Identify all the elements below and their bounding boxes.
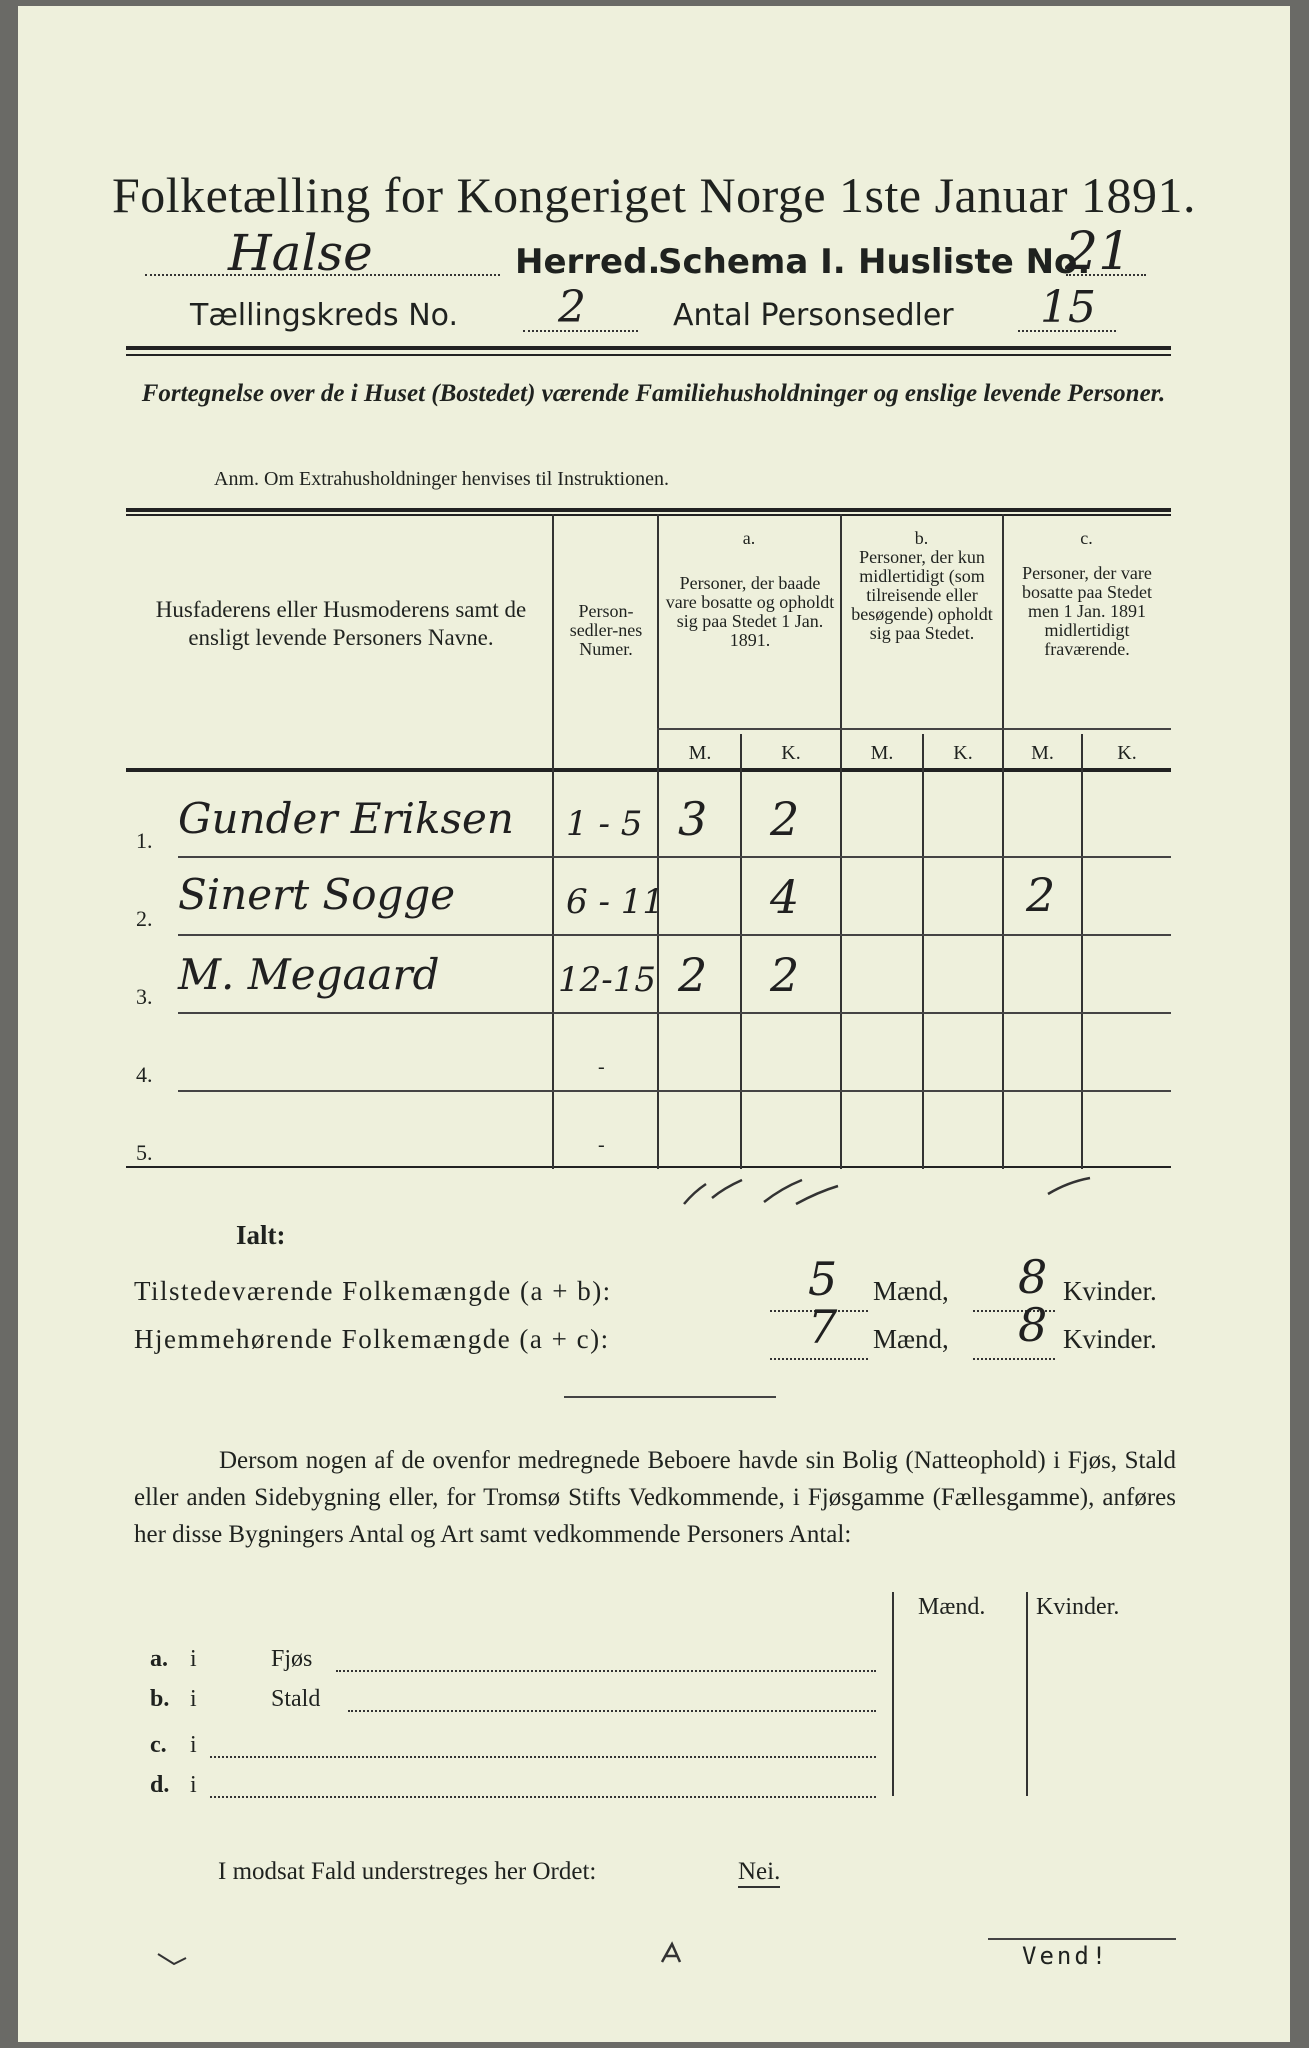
- outbuilding-a-letter: a.: [150, 1646, 168, 1672]
- col-divider-num: [657, 514, 659, 1169]
- tilstede-k-value: 8: [1018, 1250, 1048, 1304]
- header-b-k: K.: [953, 742, 973, 764]
- row-4-num: -: [598, 1056, 605, 1078]
- header-c-m: M.: [1031, 742, 1054, 764]
- outbuilding-b-dots: [348, 1708, 876, 1712]
- col-divider-a: [840, 514, 842, 1169]
- table-top-rule: [126, 508, 1171, 512]
- header-c: Personer, der vare bosatte paa Stedet men 1 Jan. 1891 midlertidigt fraværende.: [1022, 563, 1152, 659]
- row-3-a-m: 2: [678, 948, 708, 1002]
- nei-word: Nei.: [738, 1858, 780, 1888]
- header-c-k: K.: [1117, 742, 1137, 764]
- outbuilding-a-i: i: [190, 1646, 197, 1672]
- outbuilding-a-dots: [336, 1668, 876, 1672]
- row-1-number: 1.: [136, 828, 153, 853]
- row-3-name: M. Megaard: [178, 950, 440, 999]
- row-1-num: 1 - 5: [566, 804, 643, 844]
- header-b: Personer, der kun midlertidigt (som tilreisende eller besøgende) opholdt sig paa Stedet.: [851, 547, 993, 643]
- row-3-number: 3.: [136, 984, 153, 1009]
- hjemme-m-value: 7: [808, 1300, 838, 1354]
- ialt-label: Ialt:: [236, 1220, 286, 1250]
- kreds-value: 2: [558, 282, 586, 333]
- row-3-num: 12-15: [558, 960, 657, 1000]
- table-header-bottom-rule: [126, 768, 1171, 772]
- outbuilding-c-i: i: [190, 1732, 197, 1758]
- row-5-number: 5.: [136, 1140, 153, 1165]
- row-5-num: -: [598, 1134, 605, 1156]
- row-2-number: 2.: [136, 906, 153, 931]
- header-b-m: M.: [870, 742, 894, 764]
- row-4-number: 4.: [136, 1062, 153, 1087]
- tilstede-label: Tilstedeværende Folkemængde (a + b):: [134, 1276, 612, 1306]
- row-2-c-m: 2: [1026, 868, 1056, 922]
- husliste-value: 21: [1065, 222, 1132, 282]
- kreds-label: Tællingskreds No.: [190, 298, 458, 333]
- outbuilding-d-i: i: [190, 1772, 197, 1798]
- antal-label: Antal Personsedler: [673, 298, 954, 333]
- tilstede-maend: Mænd,: [873, 1276, 949, 1306]
- schema-label: Schema I.: [658, 242, 846, 282]
- col-divider-names: [552, 514, 554, 1169]
- header-rule-thick: [126, 346, 1171, 350]
- tilstede-m-value: 5: [808, 1252, 838, 1306]
- col-divider-b-mk: [922, 734, 924, 1169]
- outbuilding-d-letter: d.: [150, 1772, 170, 1798]
- header-rule-thin: [126, 354, 1171, 356]
- row-2-name: Sinert Sogge: [178, 870, 456, 919]
- vend-rule: [988, 1938, 1176, 1940]
- row-2-a-k: 4: [770, 870, 800, 924]
- hjemme-k-value: 8: [1018, 1298, 1048, 1352]
- section-separator: [564, 1396, 776, 1398]
- row-3-a-k: 2: [770, 948, 800, 1002]
- subtitle: Fortegnelse over de i Huset (Bostedet) værende Familiehusholdninger og enslige levende Personer.: [141, 380, 1166, 407]
- header-a-letter: a.: [742, 528, 756, 548]
- outbuilding-a-label: Fjøs: [271, 1646, 313, 1672]
- vend-text: Vend!: [1022, 1942, 1110, 1970]
- col-divider-b: [1002, 514, 1004, 1169]
- row-1-a-m: 3: [678, 792, 708, 846]
- hjemme-k-dots: [973, 1356, 1055, 1360]
- hjemme-label: Hjemmehørende Folkemængde (a + c):: [134, 1324, 610, 1354]
- header-c-letter: c.: [1080, 528, 1093, 548]
- header-a-k: K.: [781, 742, 801, 764]
- husliste-label: Husliste No.: [858, 242, 1091, 282]
- hjemme-m-dots: [770, 1356, 868, 1360]
- row-1-a-k: 2: [770, 792, 800, 846]
- herred-label: Herred.: [515, 242, 661, 282]
- anm-note: Anm. Om Extrahusholdninger henvises til Instruktionen.: [214, 468, 669, 490]
- header-a: Personer, der baade vare bosatte og opholdt sig paa Stedet 1 Jan. 1891.: [665, 573, 835, 650]
- hjemme-kvinder: Kvinder.: [1063, 1324, 1157, 1354]
- header-b-letter: b.: [914, 528, 929, 548]
- outbuilding-divider-2: [1026, 1592, 1028, 1796]
- col-divider-a-mk: [740, 734, 742, 1169]
- row-2-num: 6 - 11: [566, 882, 664, 922]
- row-1-name: Gunder Eriksen: [178, 794, 514, 843]
- outbuilding-paragraph: Dersom nogen af de ovenfor medregnede Beboere havde sin Bolig (Natteophold) i Fjøs, Stald eller anden Sidebygning eller, for Tromsø Stifts Vedkommende, i Fjøsgamme (Fællesgamme), anføres her disse Bygningers Antal og Art samt vedkommende Personers Antal:: [134, 1447, 1176, 1548]
- outbuilding-kvinder-header: Kvinder.: [1036, 1594, 1120, 1620]
- outbuilding-c-letter: c.: [150, 1732, 167, 1758]
- kreds-dots: [523, 326, 638, 332]
- tilstede-kvinder: Kvinder.: [1063, 1276, 1157, 1306]
- table-bottom-rule: [126, 1166, 1171, 1168]
- table-top-rule-thin: [126, 514, 1171, 516]
- row-line-1: [178, 856, 1171, 858]
- outbuilding-b-label: Stald: [271, 1686, 321, 1712]
- census-form-page: [18, 6, 1290, 2042]
- outbuilding-divider-1: [892, 1592, 894, 1796]
- antal-value: 15: [1040, 282, 1096, 333]
- check-marks: [678, 1174, 1108, 1214]
- outbuilding-b-i: i: [190, 1686, 197, 1712]
- row-line-4: [178, 1090, 1171, 1092]
- nei-text: I modsat Fald understreges her Ordet:: [218, 1858, 597, 1885]
- header-num: Person-sedler-nes Numer.: [569, 601, 643, 659]
- herred-value: Halse: [228, 224, 373, 282]
- header-names: Husfaderens eller Husmoderens samt de ensligt levende Personers Navne.: [155, 597, 527, 650]
- stray-mark-left: [154, 1946, 194, 1976]
- row-line-3: [178, 1012, 1171, 1014]
- form-title: Folketælling for Kongeriget Norge 1ste Januar 1891.: [111, 167, 1197, 223]
- outbuilding-b-letter: b.: [150, 1686, 170, 1712]
- outbuilding-maend-header: Mænd.: [918, 1594, 986, 1620]
- outbuilding-d-dots: [210, 1794, 876, 1798]
- husliste-dots: [1066, 268, 1146, 276]
- col-divider-c-mk: [1081, 734, 1083, 1169]
- outbuilding-c-dots: [210, 1754, 876, 1758]
- header-a-m: M.: [688, 742, 712, 764]
- hjemme-maend: Mænd,: [873, 1324, 949, 1354]
- row-line-2: [178, 934, 1171, 936]
- stray-mark-center: [658, 1938, 688, 1968]
- mk-header-line: [657, 728, 1171, 730]
- antal-dots: [1018, 326, 1116, 332]
